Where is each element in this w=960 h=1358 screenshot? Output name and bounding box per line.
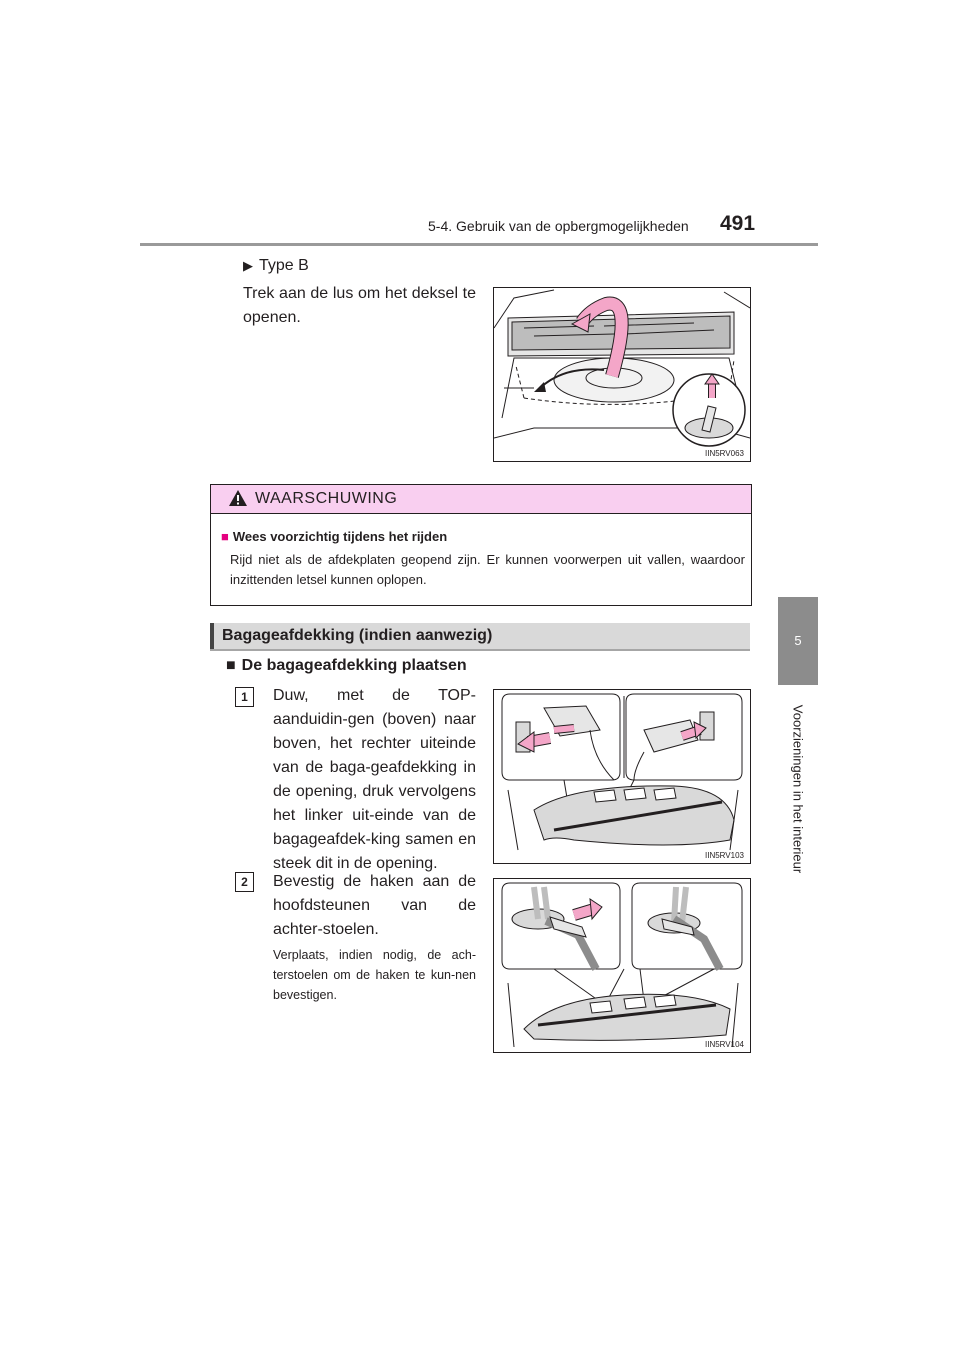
header-section-title: 5-4. Gebruik van de opbergmogelijkheden [428,218,689,234]
square-bullet-icon: ■ [221,529,229,544]
subsection-heading-text: De bagageafdekking plaatsen [241,657,467,674]
section-heading-bar [210,623,750,651]
figure-cover-install [493,689,751,864]
warning-subheading [221,529,447,544]
page-number: 491 [720,212,756,235]
square-bullet-icon: ■ [226,657,236,674]
type-b-label: Type B [259,257,309,274]
subsection-heading [226,657,467,675]
section-title: Bagageafdekking (indien aanwezig) [222,627,493,644]
hook-attach-illustration [494,879,750,1052]
figure-storage-lid [493,287,751,462]
step-2-text: Bevestig de haken aan de hoofdsteunen van de achter-stoelen. [273,873,476,938]
chapter-tab-number: 5 [778,597,818,685]
chapter-tab-label [780,694,816,884]
storage-lid-illustration [494,288,750,461]
warning-header [211,485,751,514]
warning-title: WAARSCHUWING [255,490,398,507]
type-b-instruction: Trek aan de lus om het deksel te openen. [243,285,476,326]
section-accent [210,623,214,649]
warning-subheading-text: Wees voorzichtig tijdens het rijden [232,529,448,544]
warning-box [210,484,752,606]
warning-triangle-icon [228,489,248,507]
figure-code: IIN5RV104 [705,1040,744,1049]
warning-text: Rijd niet als de afdekplaten geopend zijn. Er kunnen voorwerpen uit vallen, waardoor inzittenden letsel kunnen oplopen. [230,552,745,587]
triangle-bullet-icon: ▶ [243,258,253,273]
header-rule [140,243,818,246]
step-number-2: 2 [235,872,254,892]
cover-install-illustration [494,690,750,863]
step-1-text: Duw, met de TOP-aanduidin-gen (boven) naar boven, het rechter uiteinde van de baga-geafdekking in de opening, druk vervolgens het linker uit-einde van de bagageafdek-king samen en steek dit in de opening. [273,687,476,872]
figure-code: IIN5RV103 [705,851,744,860]
figure-code: IIN5RV063 [705,449,744,458]
step-2-note: Verplaats, indien nodig, de ach-terstoelen om de haken te kun-nen bevestigen. [273,948,476,1002]
figure-hook-attach [493,878,751,1053]
step-number-1: 1 [235,687,254,707]
type-b-heading [243,254,309,278]
chapter-tab-label-text: Voorzieningen in het interieur [790,704,806,874]
